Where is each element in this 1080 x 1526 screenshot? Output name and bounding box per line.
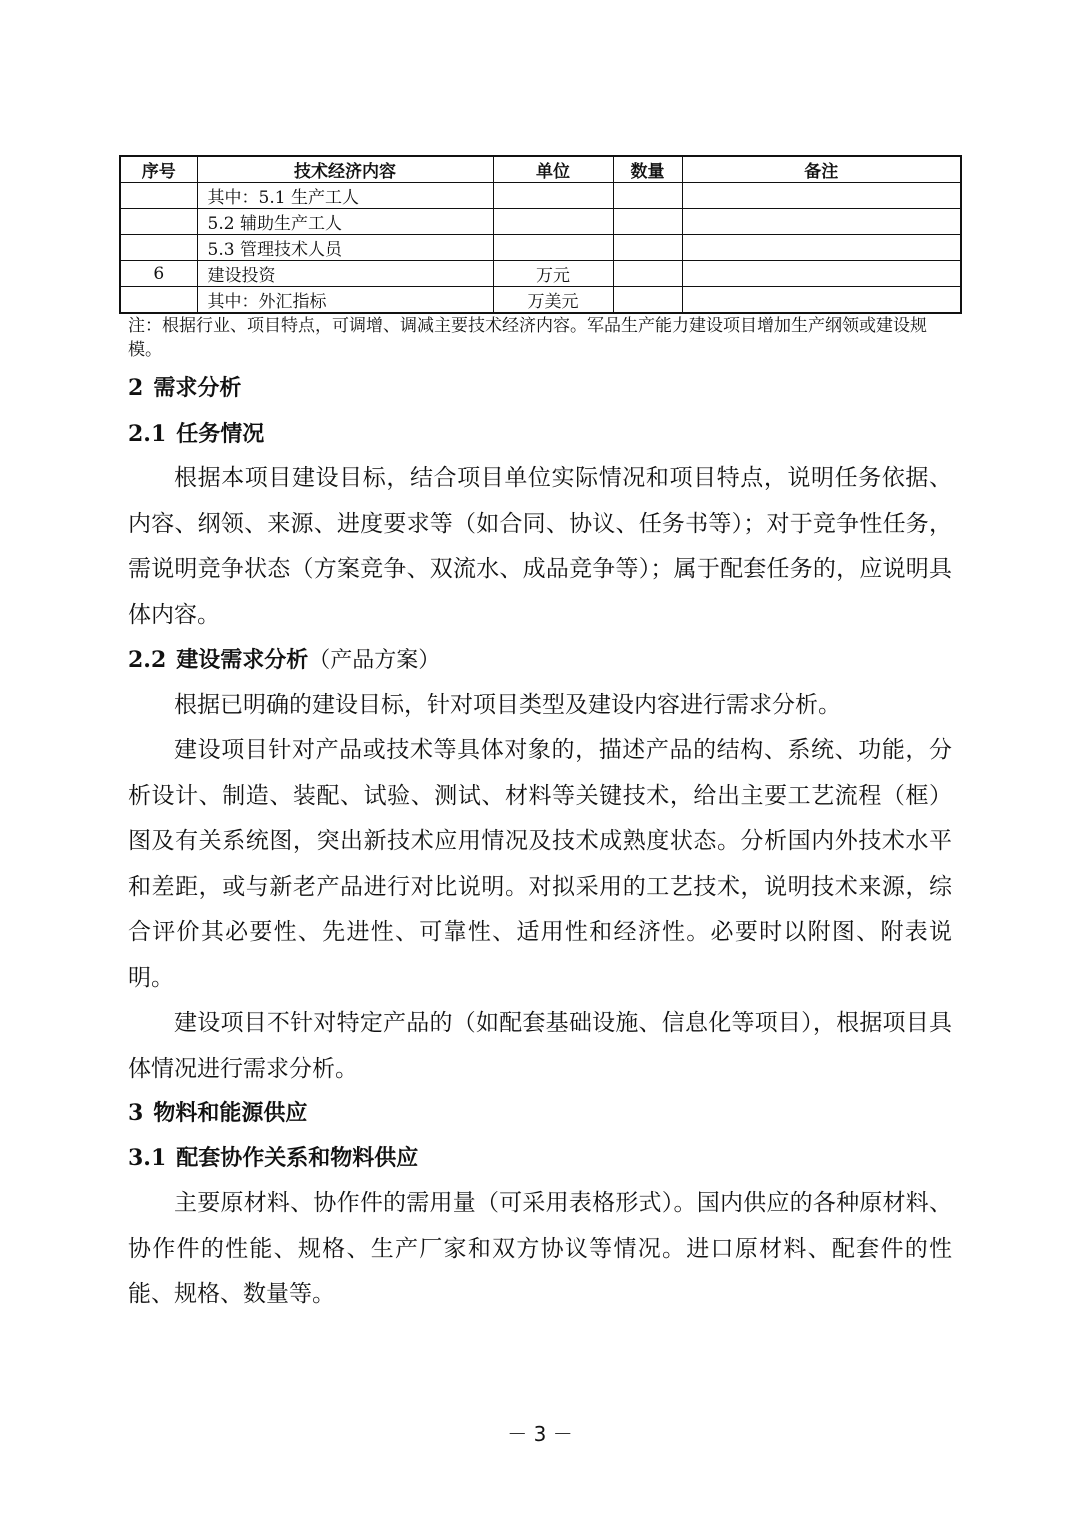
header-seq: 序号 bbox=[120, 156, 197, 183]
section-heading-3-1 bbox=[128, 1143, 418, 1174]
section-title: 任务情况 bbox=[176, 422, 265, 447]
paragraph-product-analysis: 建设项目针对产品或技术等具体对象的，描述产品的结构、系统、功能，分析设计、制造、装配、试验、测试、材料等关键技术，给出主要工艺流程（框）图及有关系统图，突出新技术应用情况及技术成熟度状态。分析国内外技术水平和差距，或与新老产品进行对比说明。对拟采用的工艺技术，说明技术来源，综合评价其必要性、先进性、可靠性、适用性和经济性。必要时以附图、附表说明。 bbox=[128, 737, 952, 991]
cell-remarks bbox=[682, 209, 961, 235]
table-row bbox=[120, 183, 961, 209]
cell-unit: 万美元 bbox=[493, 287, 613, 314]
cell-seq bbox=[120, 287, 197, 314]
cell-quantity bbox=[613, 287, 682, 314]
table-row bbox=[120, 287, 961, 314]
cell-content: 其中：5.1 生产工人 bbox=[197, 183, 493, 209]
section-number: 3.1 bbox=[128, 1145, 167, 1171]
section-title: 建设需求分析 bbox=[176, 648, 309, 673]
table-note: 注：根据行业、项目特点，可调增、调减主要技术经济内容。军品生产能力建设项目增加生产纲领或建设规模。 bbox=[128, 316, 927, 360]
section-title: 配套协作关系和物料供应 bbox=[176, 1146, 419, 1171]
section-number: 2 bbox=[128, 375, 144, 401]
table-row bbox=[120, 261, 961, 287]
cell-quantity bbox=[613, 209, 682, 235]
cell-quantity bbox=[613, 235, 682, 261]
table-row bbox=[120, 235, 961, 261]
page-number: － 3 － bbox=[507, 1422, 573, 1446]
cell-remarks bbox=[682, 183, 961, 209]
paragraph-non-product: 建设项目不针对特定产品的（如配套基础设施、信息化等项目），根据项目具体情况进行需求分析。 bbox=[128, 1010, 952, 1082]
cell-seq bbox=[120, 235, 197, 261]
section-heading-2-1 bbox=[128, 419, 264, 450]
cell-seq: 6 bbox=[120, 261, 197, 287]
cell-seq bbox=[120, 209, 197, 235]
cell-quantity bbox=[613, 183, 682, 209]
section-heading-3 bbox=[128, 1098, 307, 1129]
cell-content: 5.2 辅助生产工人 bbox=[197, 209, 493, 235]
technical-economic-table bbox=[119, 155, 962, 314]
section-number: 2.2 bbox=[128, 647, 167, 673]
section-title: 物料和能源供应 bbox=[153, 1101, 308, 1126]
table-row bbox=[120, 209, 961, 235]
section-number: 2.1 bbox=[128, 421, 167, 447]
cell-content: 其中：外汇指标 bbox=[197, 287, 493, 314]
header-unit: 单位 bbox=[493, 156, 613, 183]
header-remarks: 备注 bbox=[682, 156, 961, 183]
section-number: 3 bbox=[128, 1100, 144, 1126]
table-header-row bbox=[120, 156, 961, 183]
cell-unit bbox=[493, 209, 613, 235]
cell-remarks bbox=[682, 261, 961, 287]
cell-content: 建设投资 bbox=[197, 261, 493, 287]
cell-unit bbox=[493, 183, 613, 209]
cell-quantity bbox=[613, 261, 682, 287]
cell-remarks bbox=[682, 287, 961, 314]
section-heading-2-2 bbox=[128, 645, 440, 676]
cell-remarks bbox=[682, 235, 961, 261]
paragraph-material-supply: 主要原材料、协作件的需用量（可采用表格形式）。国内供应的各种原材料、协作件的性能、规格、生产厂家和双方协议等情况。进口原材料、配套件的性能、规格、数量等。 bbox=[128, 1190, 952, 1307]
paragraph-demand-intro: 根据已明确的建设目标，针对项目类型及建设内容进行需求分析。 bbox=[174, 692, 841, 718]
header-content: 技术经济内容 bbox=[197, 156, 493, 183]
header-quantity: 数量 bbox=[613, 156, 682, 183]
cell-seq bbox=[120, 183, 197, 209]
section-heading-2 bbox=[128, 373, 241, 404]
cell-unit bbox=[493, 235, 613, 261]
paragraph-task-situation: 根据本项目建设目标，结合项目单位实际情况和项目特点，说明任务依据、内容、纲领、来源、进度要求等（如合同、协议、任务书等）；对于竞争性任务，需说明竞争状态（方案竞争、双流水、成品竞争等）；属于配套任务的，应说明具体内容。 bbox=[128, 465, 952, 628]
section-subtitle: （产品方案） bbox=[308, 648, 441, 673]
cell-unit: 万元 bbox=[493, 261, 613, 287]
cell-content: 5.3 管理技术人员 bbox=[197, 235, 493, 261]
section-title: 需求分析 bbox=[153, 376, 242, 401]
